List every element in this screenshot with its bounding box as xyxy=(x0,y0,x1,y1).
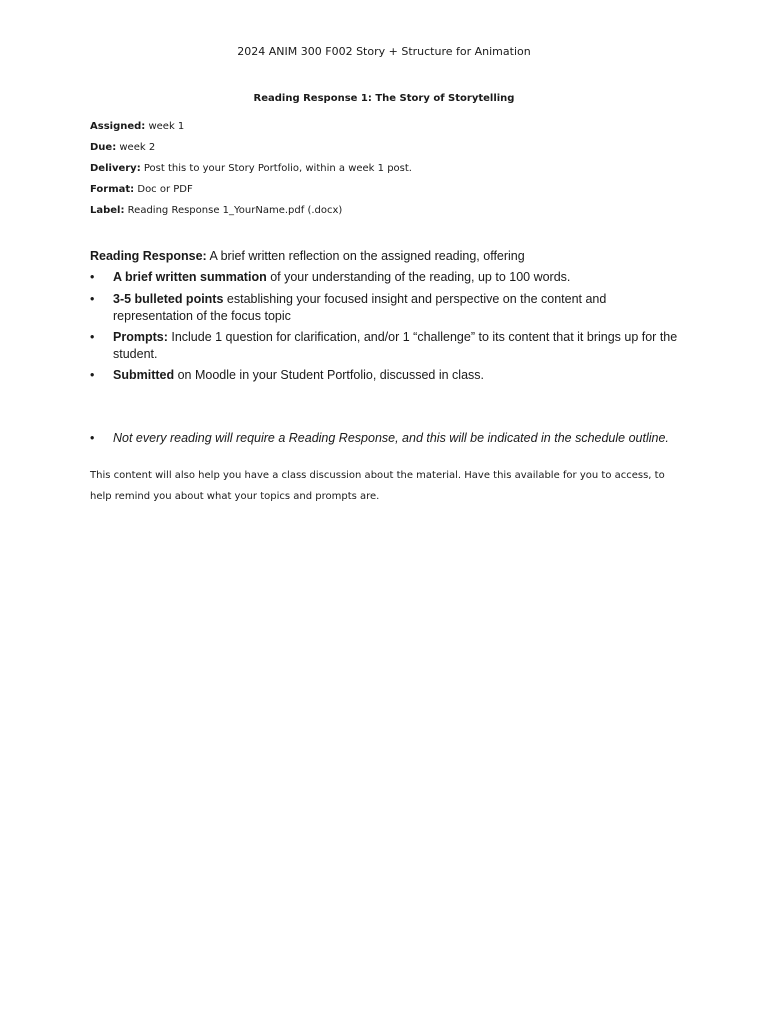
bullet-dot: • xyxy=(90,431,95,445)
meta-assigned xyxy=(90,121,184,132)
bullet-dot: • xyxy=(90,270,95,284)
bullet-dot: • xyxy=(90,330,95,344)
bullet-body: of your understanding of the reading, up to 100 words. xyxy=(266,270,571,284)
list-item xyxy=(90,269,680,286)
meta-due xyxy=(90,142,155,153)
bullet-dot: • xyxy=(90,292,95,306)
bullet-text xyxy=(113,368,484,382)
bullet-list-item-1 xyxy=(90,269,680,286)
meta-format xyxy=(90,184,193,195)
bullet-body: on Moodle in your Student Portfolio, discussed in class. xyxy=(174,368,484,382)
reading-response-intro xyxy=(90,249,525,263)
meta-assigned-value: week 1 xyxy=(145,121,185,132)
bullet-text xyxy=(113,292,606,323)
note-text: Not every reading will require a Reading Response, and this will be indicated in the schedule outline. xyxy=(113,431,669,445)
reading-response-text: A brief written reflection on the assigned reading, offering xyxy=(206,249,525,263)
note-list xyxy=(90,430,680,447)
meta-label xyxy=(90,205,342,216)
bullet-list-item-2 xyxy=(90,291,680,325)
meta-format-value: Doc or PDF xyxy=(134,184,193,195)
bullet-body: Include 1 question for clarification, and/or 1 “challenge” to its content that it brings up for the student. xyxy=(113,330,678,361)
list-item xyxy=(90,367,680,384)
meta-delivery xyxy=(90,163,412,174)
meta-label-label: Label: xyxy=(90,205,125,216)
document-header: 2024 ANIM 300 F002 Story + Structure for Animation xyxy=(237,45,531,58)
list-item xyxy=(90,329,680,363)
meta-label-value: Reading Response 1_YourName.pdf (.docx) xyxy=(124,205,343,216)
bullet-list-item-3 xyxy=(90,329,680,363)
meta-format-label: Format: xyxy=(90,184,135,195)
meta-due-label: Due: xyxy=(90,142,117,153)
reading-response-label: Reading Response: xyxy=(90,249,207,263)
list-item xyxy=(90,291,680,325)
closing-paragraph: This content will also help you have a class discussion about the material. Have this available for you to access, to help remind you about what your topics and prompts are. xyxy=(90,470,665,502)
bullet-dot: • xyxy=(90,368,95,382)
meta-delivery-value: Post this to your Story Portfolio, within a week 1 post. xyxy=(140,163,412,174)
bullet-bold: Submitted xyxy=(113,368,175,382)
assignment-title: Reading Response 1: The Story of Storytelling xyxy=(253,93,515,104)
meta-due-value: week 2 xyxy=(116,142,156,153)
bullet-bold: Prompts: xyxy=(113,330,168,344)
list-item xyxy=(90,430,680,447)
bullet-text xyxy=(113,330,677,361)
bullet-text xyxy=(113,270,570,284)
bullet-bold: A brief written summation xyxy=(113,270,267,284)
meta-assigned-label: Assigned: xyxy=(90,121,146,132)
bullet-bold: 3-5 bulleted points xyxy=(113,292,224,306)
bullet-list-item-4 xyxy=(90,367,680,384)
meta-delivery-label: Delivery: xyxy=(90,163,141,174)
bullet-body: establishing your focused insight and perspective on the content and representation of the focus topic xyxy=(113,292,607,323)
